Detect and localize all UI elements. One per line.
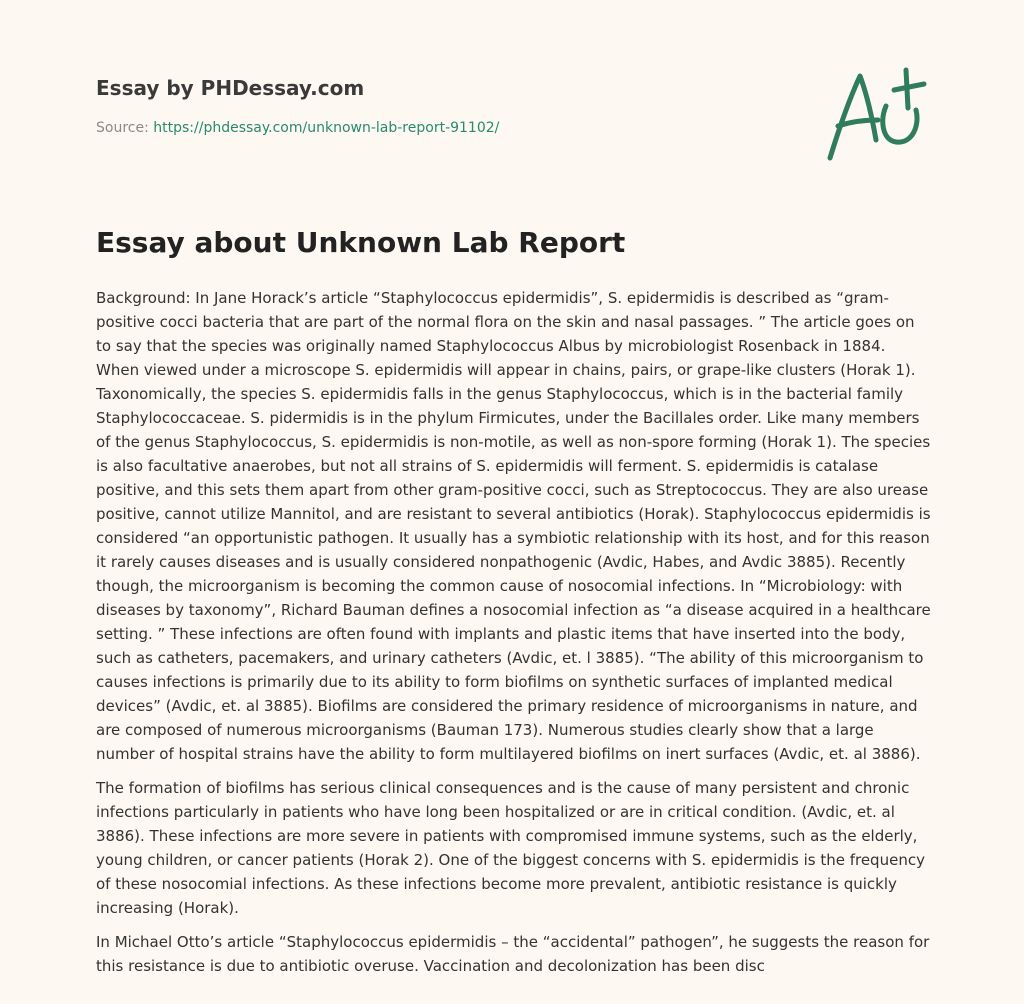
paragraph: The formation of biofilms has serious clinical consequences and is the cause of many persistent and chronic infections particularly in patients who have long been hospitalized or are in critical condition. (Avdic, et. al 3886). These infections are more severe in patients with compromised immune systems, such as the elderly, young children, or cancer patients (Horak 2). One of the biggest concerns with S. epidermidis is the frequency of these nosocomial infections. As these infections become more prevalent, antibiotic resistance is quickly increasing (Horak). xyxy=(96,779,925,917)
paragraph: Background: In Jane Horack’s article “Staphylococcus epidermidis”, S. epidermidis is described as “gram-positive cocci bacteria that are part of the normal flora on the skin and nasal passages. ” The article goes on to say that the species was originally named Staphylococcus Albus by microbiologist Rosenback in 1884. When viewed under a microscope S. epidermidis will appear in chains, pairs, or grape-like clusters (Horak 1). Taxonomically, the species S. epidermidis falls in the genus Staphylococcus, which is in the bacterial family Staphylococcaceae. S. pidermidis is in the phylum Firmicutes, under the Bacillales order. Like many members of the genus Staphylococcus, S. epidermidis is non-motile, as well as non-spore forming (Horak 1). The species is also facultative anaerobes, but not all strains of S. epidermidis will ferment. S. epidermidis is catalase positive, and this sets them apart from other gram-positive cocci, such as Streptococcus. They are also urease positive, cannot utilize Mannitol, and are resistant to several antibiotics (Horak). Staphylococcus epidermidis is considered “an opportunistic pathogen. It usually has a symbiotic relationship with its host, and for this reason it rarely causes diseases and is usually considered nonpathogenic (Avdic, Habes, and Avdic 3885). Recently though, the microorganism is becoming the common cause of nosocomial infections. In “Microbiology: with diseases by taxonomy”, Richard Bauman defines a nosocomial infection as “a disease acquired in a healthcare setting. ” These infections are often found with implants and plastic items that have inserted into the body, such as catheters, pacemakers, and urinary catheters (Avdic, et. l 3885). “The ability of this microorganism to causes infections is primarily due to its ability to form biofilms on synthetic surfaces of implanted medical devices” (Avdic, et. al 3885). Biofilms are considered the primary residence of microorganisms in nature, and are composed of numerous microorganisms (Bauman 173). Numerous studies clearly show that a large number of hospital strains have the ability to form multilayered biofilms on inert surfaces (Avdic, et. al 3886). xyxy=(96,289,931,763)
source-link[interactable]: https://phdessay.com/unknown-lab-report-91102/ xyxy=(153,120,500,136)
essay-body xyxy=(96,286,932,988)
source-line xyxy=(96,120,796,136)
essay-title: Essay about Unknown Lab Report xyxy=(96,226,626,259)
site-title: Essay by PHDessay.com xyxy=(96,76,365,100)
a-plus-logo-icon xyxy=(820,62,932,166)
paragraph: In Michael Otto’s article “Staphylococcus epidermidis – the “accidental” pathogen”, he suggests the reason for this resistance is due to antibiotic overuse. Vaccination and decolonization has been disc xyxy=(96,933,930,975)
page-header xyxy=(96,76,796,136)
source-label: Source: xyxy=(96,120,154,136)
